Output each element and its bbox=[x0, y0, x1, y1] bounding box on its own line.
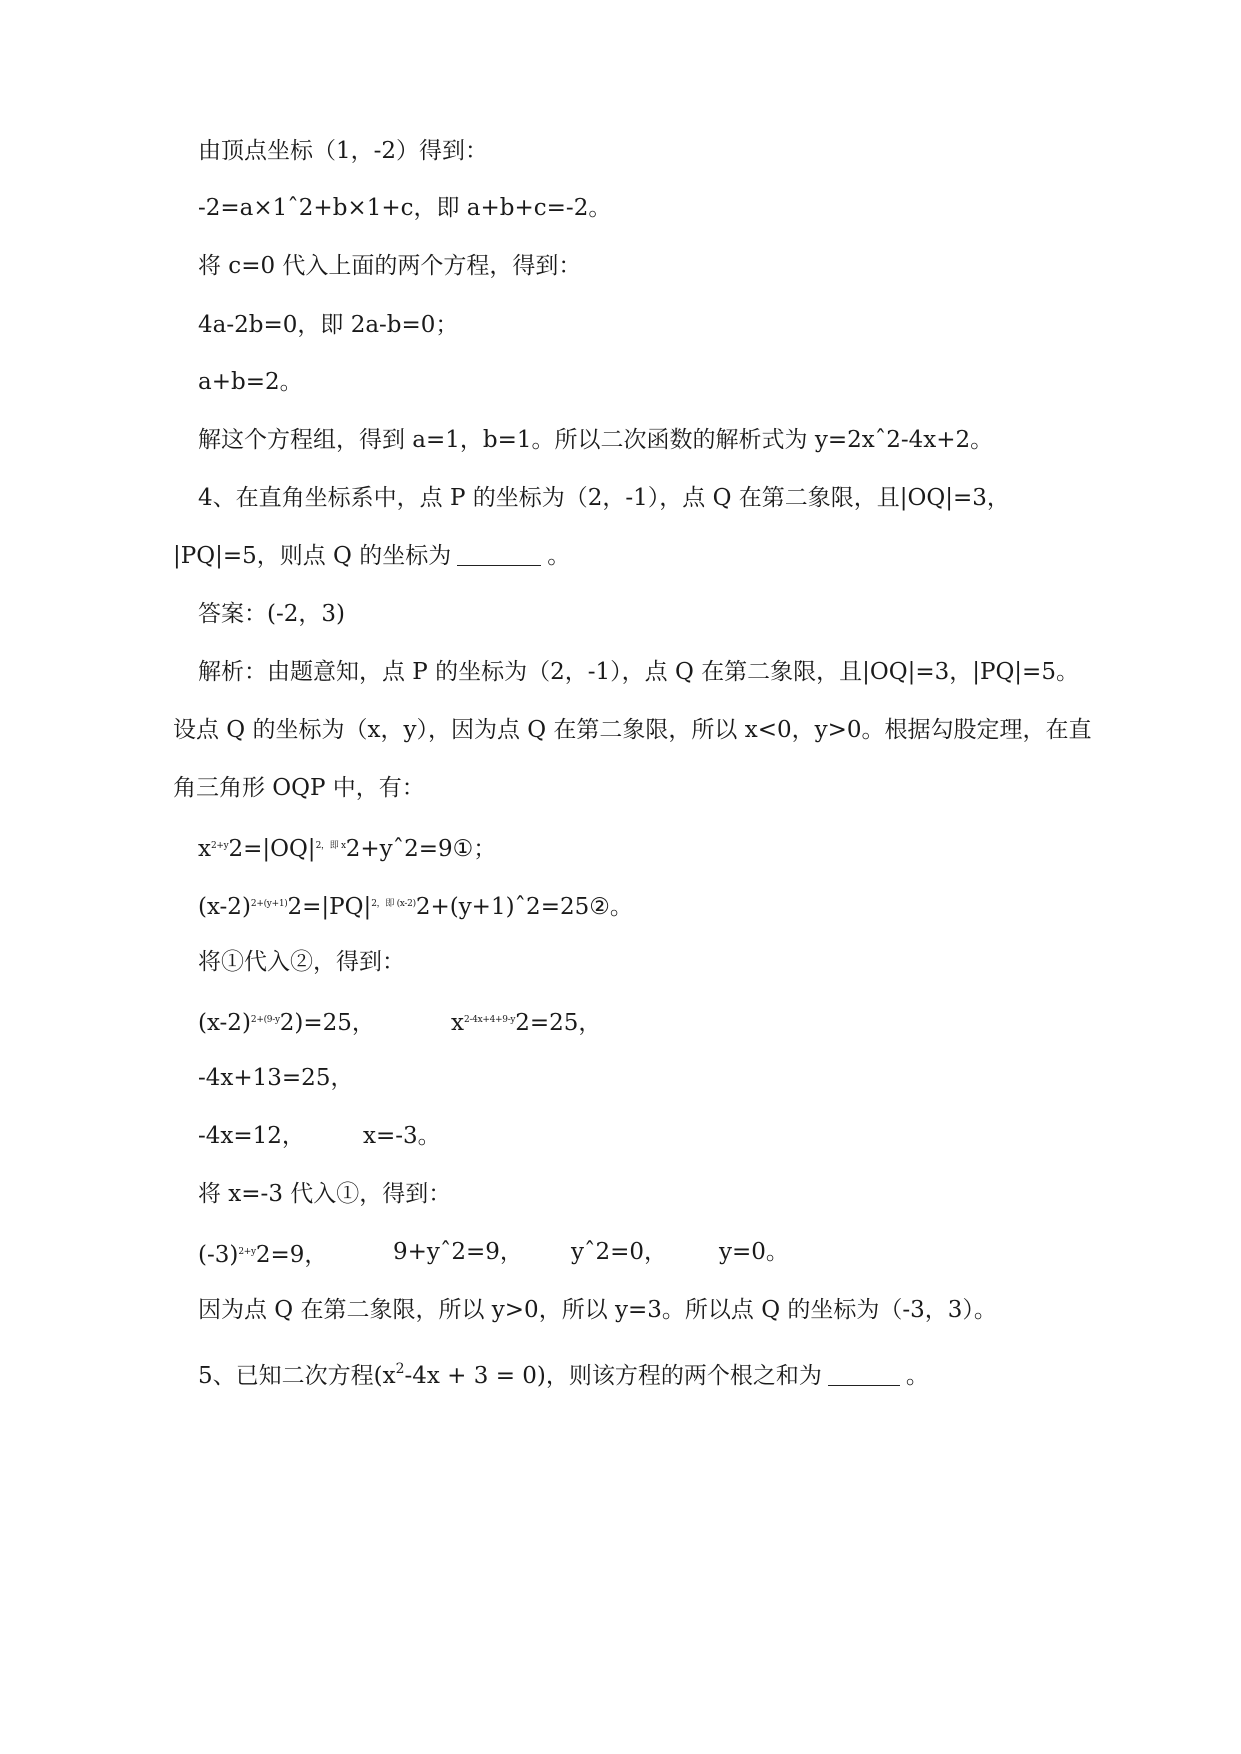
substitution-line: 将①代入②，得到： bbox=[198, 949, 405, 975]
equation-6 bbox=[198, 1237, 327, 1270]
eq-text: 2+yˆ2=9①； bbox=[345, 836, 497, 862]
eq-text: 2+(y+1)ˆ2=25②。 bbox=[415, 894, 633, 920]
question-4-line-1: 4、在直角坐标系中，点 P 的坐标为（2，-1），点 Q 在第二象限，且|OQ|=3， bbox=[198, 485, 1010, 511]
eq-text: x bbox=[451, 1010, 464, 1036]
equation-5: -4x=12， bbox=[198, 1123, 305, 1149]
answer-line: 答案：(-2，3) bbox=[198, 601, 345, 627]
eq-text: (-3) bbox=[198, 1242, 239, 1268]
answer-blank[interactable] bbox=[828, 1369, 900, 1386]
eq-text: 2=25， bbox=[515, 1010, 602, 1036]
text-line: a+b=2。 bbox=[198, 369, 303, 395]
analysis-line-3: 角三角形 OQP 中，有： bbox=[173, 775, 425, 801]
equation-2 bbox=[198, 889, 633, 922]
question-text: 5、已知二次方程(x bbox=[198, 1363, 396, 1389]
equation-3b bbox=[451, 1005, 601, 1038]
equation-4: -4x+13=25， bbox=[198, 1065, 354, 1091]
text-line: 将 c=0 代入上面的两个方程，得到： bbox=[198, 253, 582, 279]
eq-text: 2)=25， bbox=[279, 1010, 375, 1036]
substitution-line-2: 将 x=-3 代入①，得到： bbox=[198, 1181, 452, 1207]
answer-blank[interactable] bbox=[457, 549, 541, 566]
question-text: -4x + 3 = 0)，则该方程的两个根之和为 bbox=[404, 1363, 822, 1389]
text-line: 由顶点坐标（1，-2）得到： bbox=[198, 138, 489, 164]
eq-superscript: 2-4x+4+9-y bbox=[463, 1015, 516, 1025]
analysis-line-1: 解析：由题意知，点 P 的坐标为（2，-1），点 Q 在第二象限，且|OQ|=3，|PQ|=5。 bbox=[198, 659, 1079, 685]
equation-6b: 9+yˆ2=9， bbox=[393, 1239, 523, 1265]
eq-superscript: 2，即 (x-2) bbox=[371, 899, 416, 909]
conclusion-line: 因为点 Q 在第二象限，所以 y>0，所以 y=3。所以点 Q 的坐标为（-3，3）。 bbox=[198, 1297, 997, 1323]
equation-6c: yˆ2=0， bbox=[571, 1239, 668, 1265]
eq-superscript: 2，即 x bbox=[315, 841, 346, 851]
question-5-line bbox=[198, 1354, 929, 1391]
equation-5b: x=-3。 bbox=[363, 1123, 441, 1149]
eq-superscript: 2+y bbox=[210, 841, 229, 851]
text-line: 4a-2b=0，即 2a-b=0； bbox=[198, 312, 459, 338]
eq-text: 2=|OQ| bbox=[228, 836, 316, 862]
eq-superscript: 2+(9-y bbox=[250, 1015, 280, 1025]
equation-3 bbox=[198, 1005, 375, 1038]
question-text: 。 bbox=[547, 543, 571, 569]
equation-6d: y=0。 bbox=[719, 1239, 789, 1265]
eq-text: 2=|PQ| bbox=[287, 894, 372, 920]
eq-text: 2=9， bbox=[255, 1242, 328, 1268]
question-4-line-2 bbox=[173, 541, 570, 571]
exponent: 2 bbox=[395, 1361, 405, 1377]
eq-superscript: 2+y bbox=[238, 1247, 256, 1257]
eq-text: (x-2) bbox=[198, 1010, 251, 1036]
question-text: |PQ|=5，则点 Q 的坐标为 bbox=[173, 543, 452, 569]
eq-text: (x-2) bbox=[198, 894, 251, 920]
text-line: -2=a×1ˆ2+b×1+c，即 a+b+c=-2。 bbox=[198, 195, 612, 221]
eq-text: x bbox=[198, 836, 211, 862]
question-text: 。 bbox=[905, 1363, 929, 1389]
text-line: 解这个方程组，得到 a=1，b=1。所以二次函数的解析式为 y=2xˆ2-4x+2。 bbox=[198, 427, 994, 453]
equation-1 bbox=[198, 831, 496, 864]
analysis-line-2: 设点 Q 的坐标为（x，y），因为点 Q 在第二象限，所以 x<0，y>0。根据勾股定理，在直 bbox=[173, 717, 1092, 743]
eq-superscript: 2+(y+1) bbox=[250, 899, 288, 909]
